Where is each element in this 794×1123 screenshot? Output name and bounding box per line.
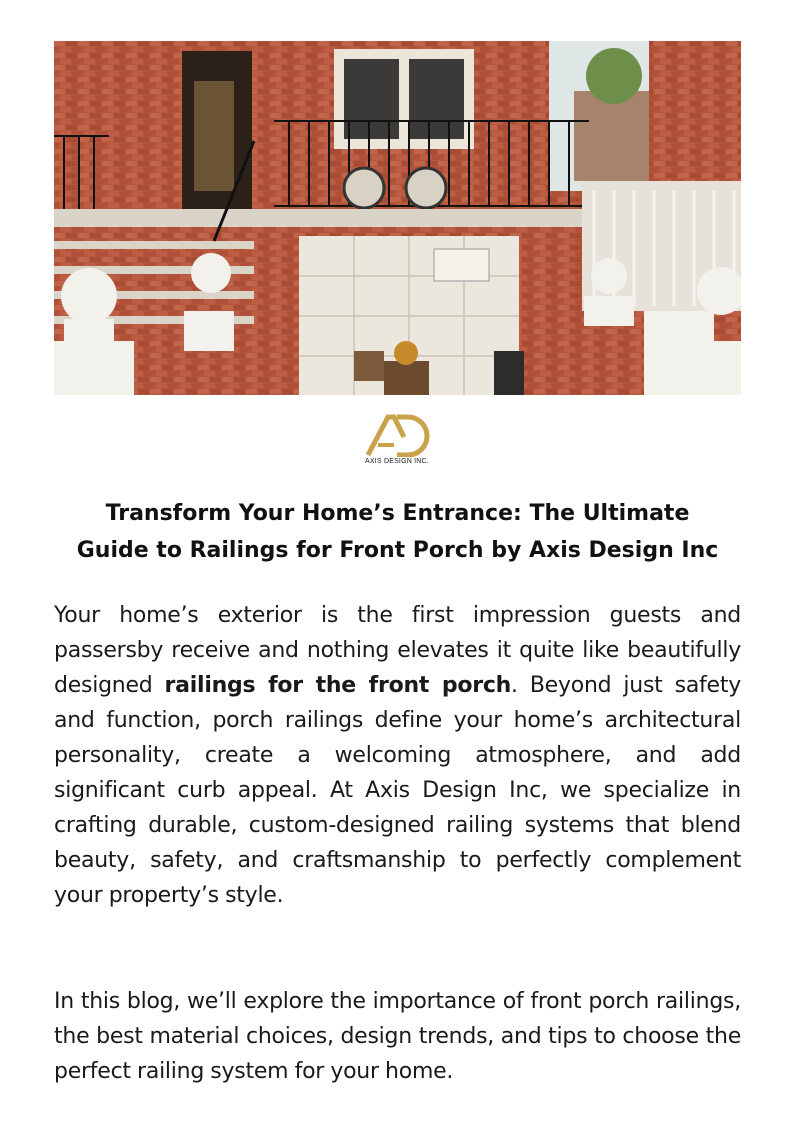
title-line-1: Transform Your Home’s Entrance: The Ultimate [105,501,690,526]
intro-paragraph [54,598,741,913]
overview-paragraph: In this blog, we’ll explore the importance of front porch railings, the best material choices, design trends, and tips to choose the perfect railing system for your home. [54,989,741,1084]
intro-text-end: . Beyond just safety and function, porch railings define your home’s architectural personality, create a welcoming atmosphere, and add significant curb appeal. At Axis Design Inc, we specialize in crafting durable, custom-designed railing systems that blend beauty, safety, and craftsmanship to perfectly complement your property’s style. [54,673,741,908]
intro-text-start: Your home’s exterior is the first impression guests and passersby receive and nothing elevates it quite like beautifully designed [54,603,741,698]
logo-caption: AXIS DESIGN INC. [365,458,429,465]
title-line-2: Guide to Railings for Front Porch by Axis Design Inc [76,538,719,563]
axis-design-logo-mark-icon [364,413,430,457]
house-porch-photo-icon [54,41,741,395]
keyword-highlight: railings for the front porch [164,673,512,698]
article-title [54,495,741,569]
brand-logo [352,413,442,475]
hero-photo [54,41,741,395]
